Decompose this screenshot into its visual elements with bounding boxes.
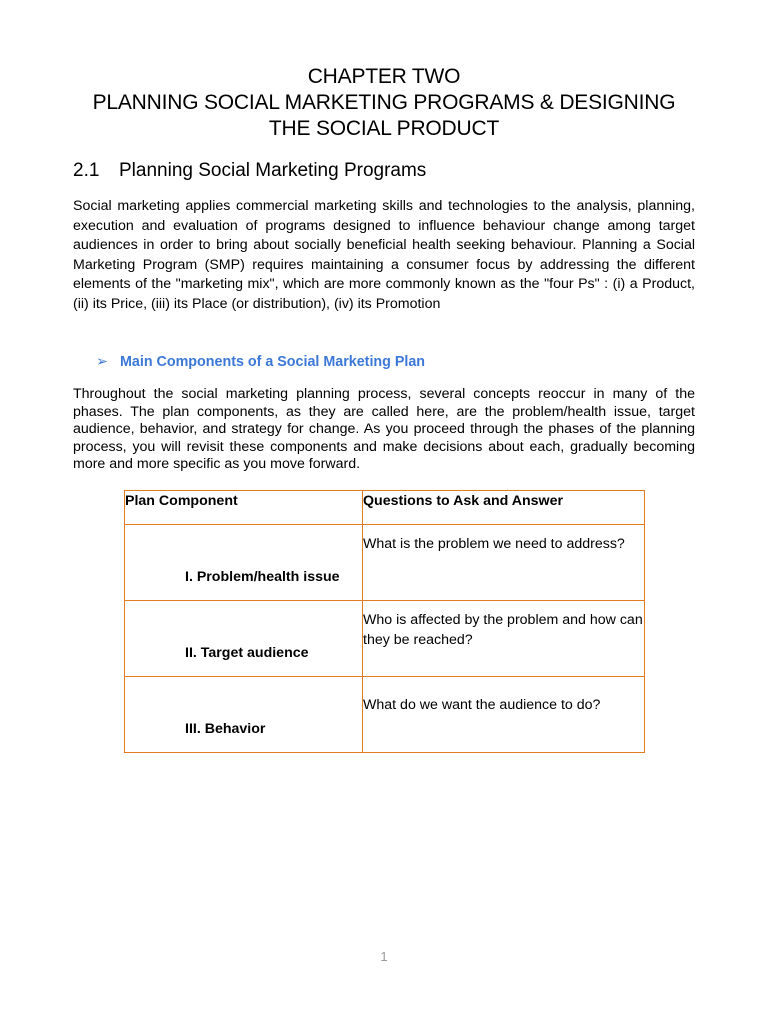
chapter-title-line-2: PLANNING SOCIAL MARKETING PROGRAMS & DESIGNING xyxy=(92,91,676,114)
component-label: II. Target audience xyxy=(185,645,309,661)
component-label: III. Behavior xyxy=(185,721,266,737)
chapter-title-line-3: THE SOCIAL PRODUCT xyxy=(268,117,500,140)
question-cell xyxy=(363,601,645,677)
component-label: I. Problem/health issue xyxy=(185,569,340,585)
question-cell xyxy=(363,525,645,601)
question-text: Who is affected by the problem and how can they be reached? xyxy=(363,612,643,648)
component-cell xyxy=(125,677,363,753)
table-header-cell xyxy=(125,491,363,525)
table-header-cell xyxy=(363,491,645,525)
table-row xyxy=(125,677,645,753)
table-row xyxy=(125,601,645,677)
components-paragraph: Throughout the social marketing planning process, several concepts reoccur in many of the phases. The plan components, as they are called here, are the problem/health issue, target audience, behavior, and strategy for change. As you proceed through the phases of the planning process, you will revisit these components and make decisions about each, gradually becoming more and more specific as you move forward. xyxy=(73,386,695,473)
section-title: Planning Social Marketing Programs xyxy=(119,160,427,181)
chapter-title xyxy=(40,64,728,142)
section-number: 2.1 xyxy=(73,160,100,181)
header-plan-component: Plan Component xyxy=(125,493,238,509)
question-cell xyxy=(363,677,645,753)
subheading xyxy=(96,352,425,372)
subheading-text: Main Components of a Social Marketing Plan xyxy=(120,354,426,370)
page-number: 1 xyxy=(380,949,388,964)
question-text: What do we want the audience to do? xyxy=(363,697,601,713)
component-cell xyxy=(125,601,363,677)
chapter-title-line-1: CHAPTER TWO xyxy=(307,65,461,88)
plan-components-table xyxy=(124,490,645,753)
section-heading xyxy=(73,159,426,183)
intro-paragraph: Social marketing applies commercial marketing skills and technologies to the analysis, planning, execution and evaluation of programs designed to influence behaviour change among target audiences in order to bring about socially beneficial health seeking behaviour. Planning a Social Marketing Program (SMP) requires maintaining a consumer focus by addressing the different elements of the "marketing mix", which are more commonly known as the "four Ps" : (i) a Product, (ii) its Price, (iii) its Place (or distribution), (iv) its Promotion xyxy=(73,198,695,312)
header-questions: Questions to Ask and Answer xyxy=(363,493,563,509)
question-text: What is the problem we need to address? xyxy=(363,536,625,552)
arrow-bullet-icon: ➢ xyxy=(96,354,108,370)
table-row xyxy=(125,525,645,601)
component-cell xyxy=(125,525,363,601)
table-header-row xyxy=(125,491,645,525)
